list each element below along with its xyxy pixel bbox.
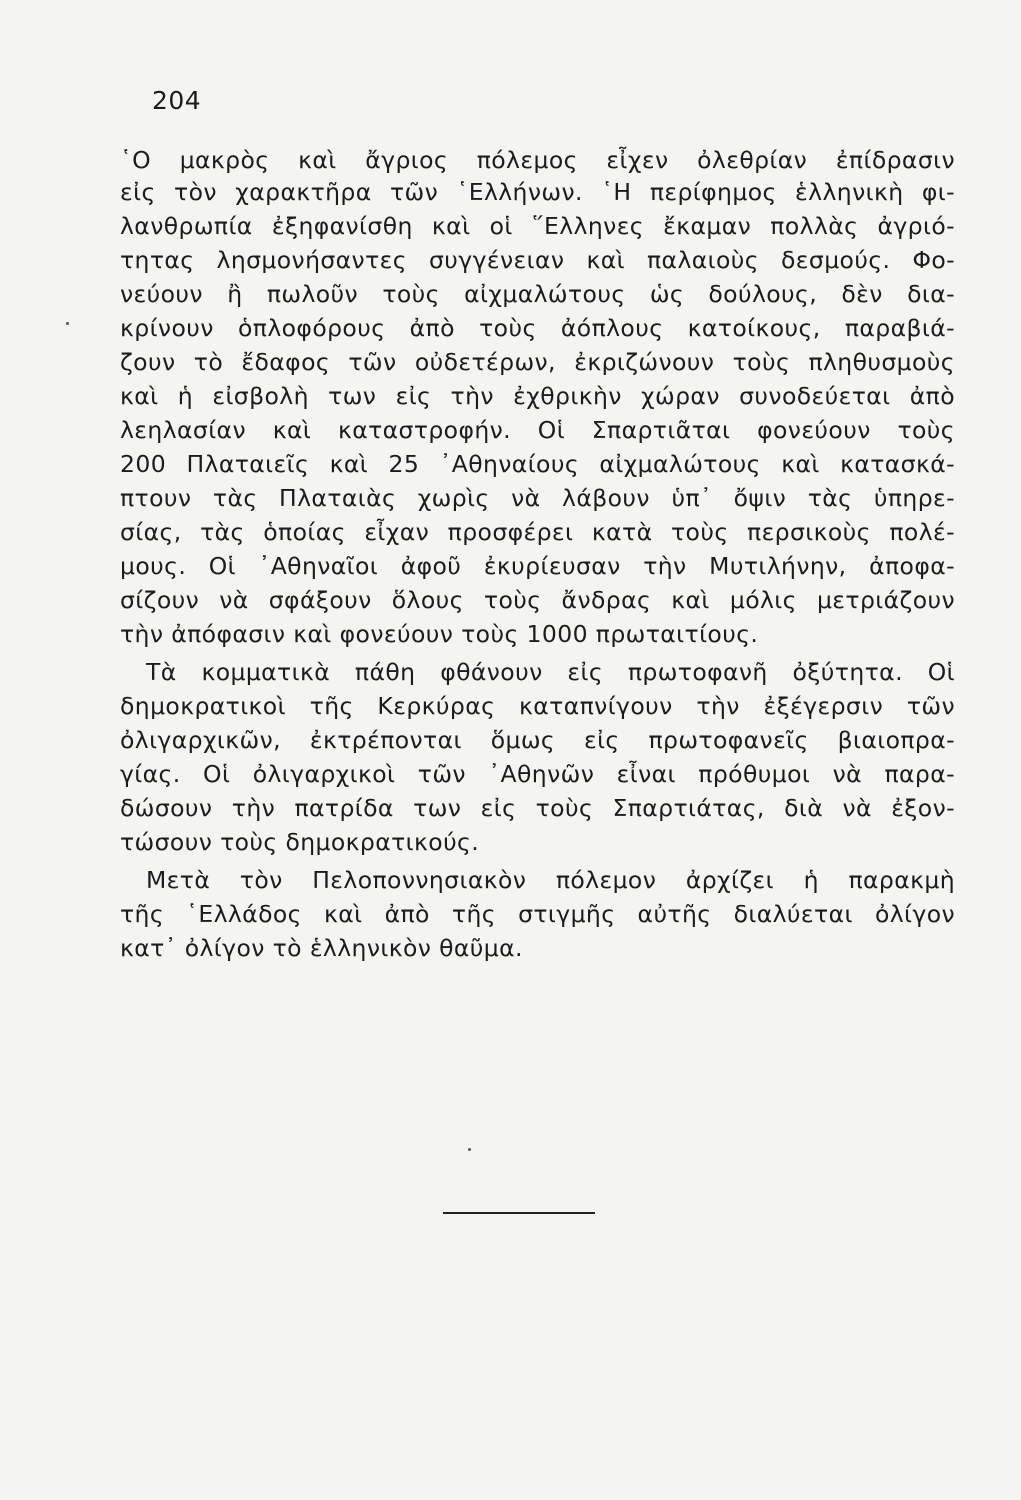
text-line: νεύουν ἢ πωλοῦν τοὺς αἰχμαλώτους ὡς δούλους, δὲν δια- (120, 280, 955, 308)
text-line: Τὰ κομματικὰ πάθη φθάνουν εἰς πρωτοφανῆ ὀξύτητα. Οἱ (146, 658, 955, 686)
page-speck (66, 322, 69, 325)
text-line: ζουν τὸ ἔδαφος τῶν οὐδετέρων, ἐκριζώνουν τοὺς πληθυσμοὺς (120, 348, 955, 376)
text-line: δώσουν τὴν πατρίδα των εἰς τοὺς Σπαρτιάτας, διὰ νὰ ἐξον- (120, 794, 955, 822)
text-line: γίας. Οἱ ὀλιγαρχικοὶ τῶν ᾿Αθηνῶν εἶναι πρόθυμοι νὰ παρα- (120, 760, 955, 788)
text-line: τητας λησμονήσαντες συγγένειαν καὶ παλαιοὺς δεσμούς. Φο- (120, 246, 955, 274)
text-line: σίας, τὰς ὁποίας εἶχαν προσφέρει κατὰ τοὺς περσικοὺς πολέ- (120, 518, 955, 546)
text-line: ῾Ο μακρὸς καὶ ἄγριος πόλεμος εἶχεν ὀλεθρίαν ἐπίδρασιν (120, 146, 955, 174)
text-line: εἰς τὸν χαρακτῆρα τῶν ῾Ελλήνων. ῾Η περίφημος ἑλληνικὴ φι- (120, 178, 955, 206)
text-line: κατ᾿ ὀλίγον τὸ ἑλληνικὸν θαῦμα. (120, 934, 523, 962)
text-line: τώσουν τοὺς δημοκρατικούς. (120, 828, 480, 856)
text-line: λανθρωπία ἐξηφανίσθη καὶ οἱ ῞Ελληνες ἔκαμαν πολλὰς ἀγριό- (120, 212, 955, 240)
text-line: 200 Πλαταιεῖς καὶ 25 ᾿Αθηναίους αἰχμαλώτους καὶ κατασκά- (120, 450, 955, 478)
text-line: μους. Οἱ ᾿Αθηναῖοι ἀφοῦ ἐκυρίευσαν τὴν Μυτιλήνην, ἀποφα- (120, 552, 955, 580)
end-rule (443, 1212, 595, 1214)
text-line: ὀλιγαρχικῶν, ἐκτρέπονται ὅμως εἰς πρωτοφανεῖς βιαιοπρα- (120, 726, 955, 754)
page-number: 204 (152, 86, 202, 115)
text-line: καὶ ἡ εἰσβολὴ των εἰς τὴν ἐχθρικὴν χώραν συνοδεύεται ἀπὸ (120, 382, 955, 410)
text-line: λεηλασίαν καὶ καταστροφήν. Οἱ Σπαρτιᾶται φονεύουν τοὺς (120, 416, 955, 444)
text-line: δημοκρατικοὶ τῆς Κερκύρας καταπνίγουν τὴν ἐξέγερσιν τῶν (120, 692, 955, 720)
text-line: τῆς ῾Ελλάδος καὶ ἀπὸ τῆς στιγμῆς αὐτῆς διαλύεται ὀλίγον (120, 900, 955, 928)
text-line: τὴν ἀπόφασιν καὶ φονεύουν τοὺς 1000 πρωταιτίους. (120, 620, 759, 648)
text-line: κρίνουν ὁπλοφόρους ἀπὸ τοὺς ἀόπλους κατοίκους, παραβιά- (120, 314, 955, 342)
text-line: Μετὰ τὸν Πελοποννησιακὸν πόλεμον ἀρχίζει ἡ παρακμὴ (146, 866, 955, 894)
page-speck (468, 1148, 471, 1151)
text-line: σίζουν νὰ σφάξουν ὅλους τοὺς ἄνδρας καὶ μόλις μετριάζουν (120, 586, 955, 614)
text-line: πτουν τὰς Πλαταιὰς χωρὶς νὰ λάβουν ὑπ᾿ ὄψιν τὰς ὑπηρε- (120, 484, 955, 512)
